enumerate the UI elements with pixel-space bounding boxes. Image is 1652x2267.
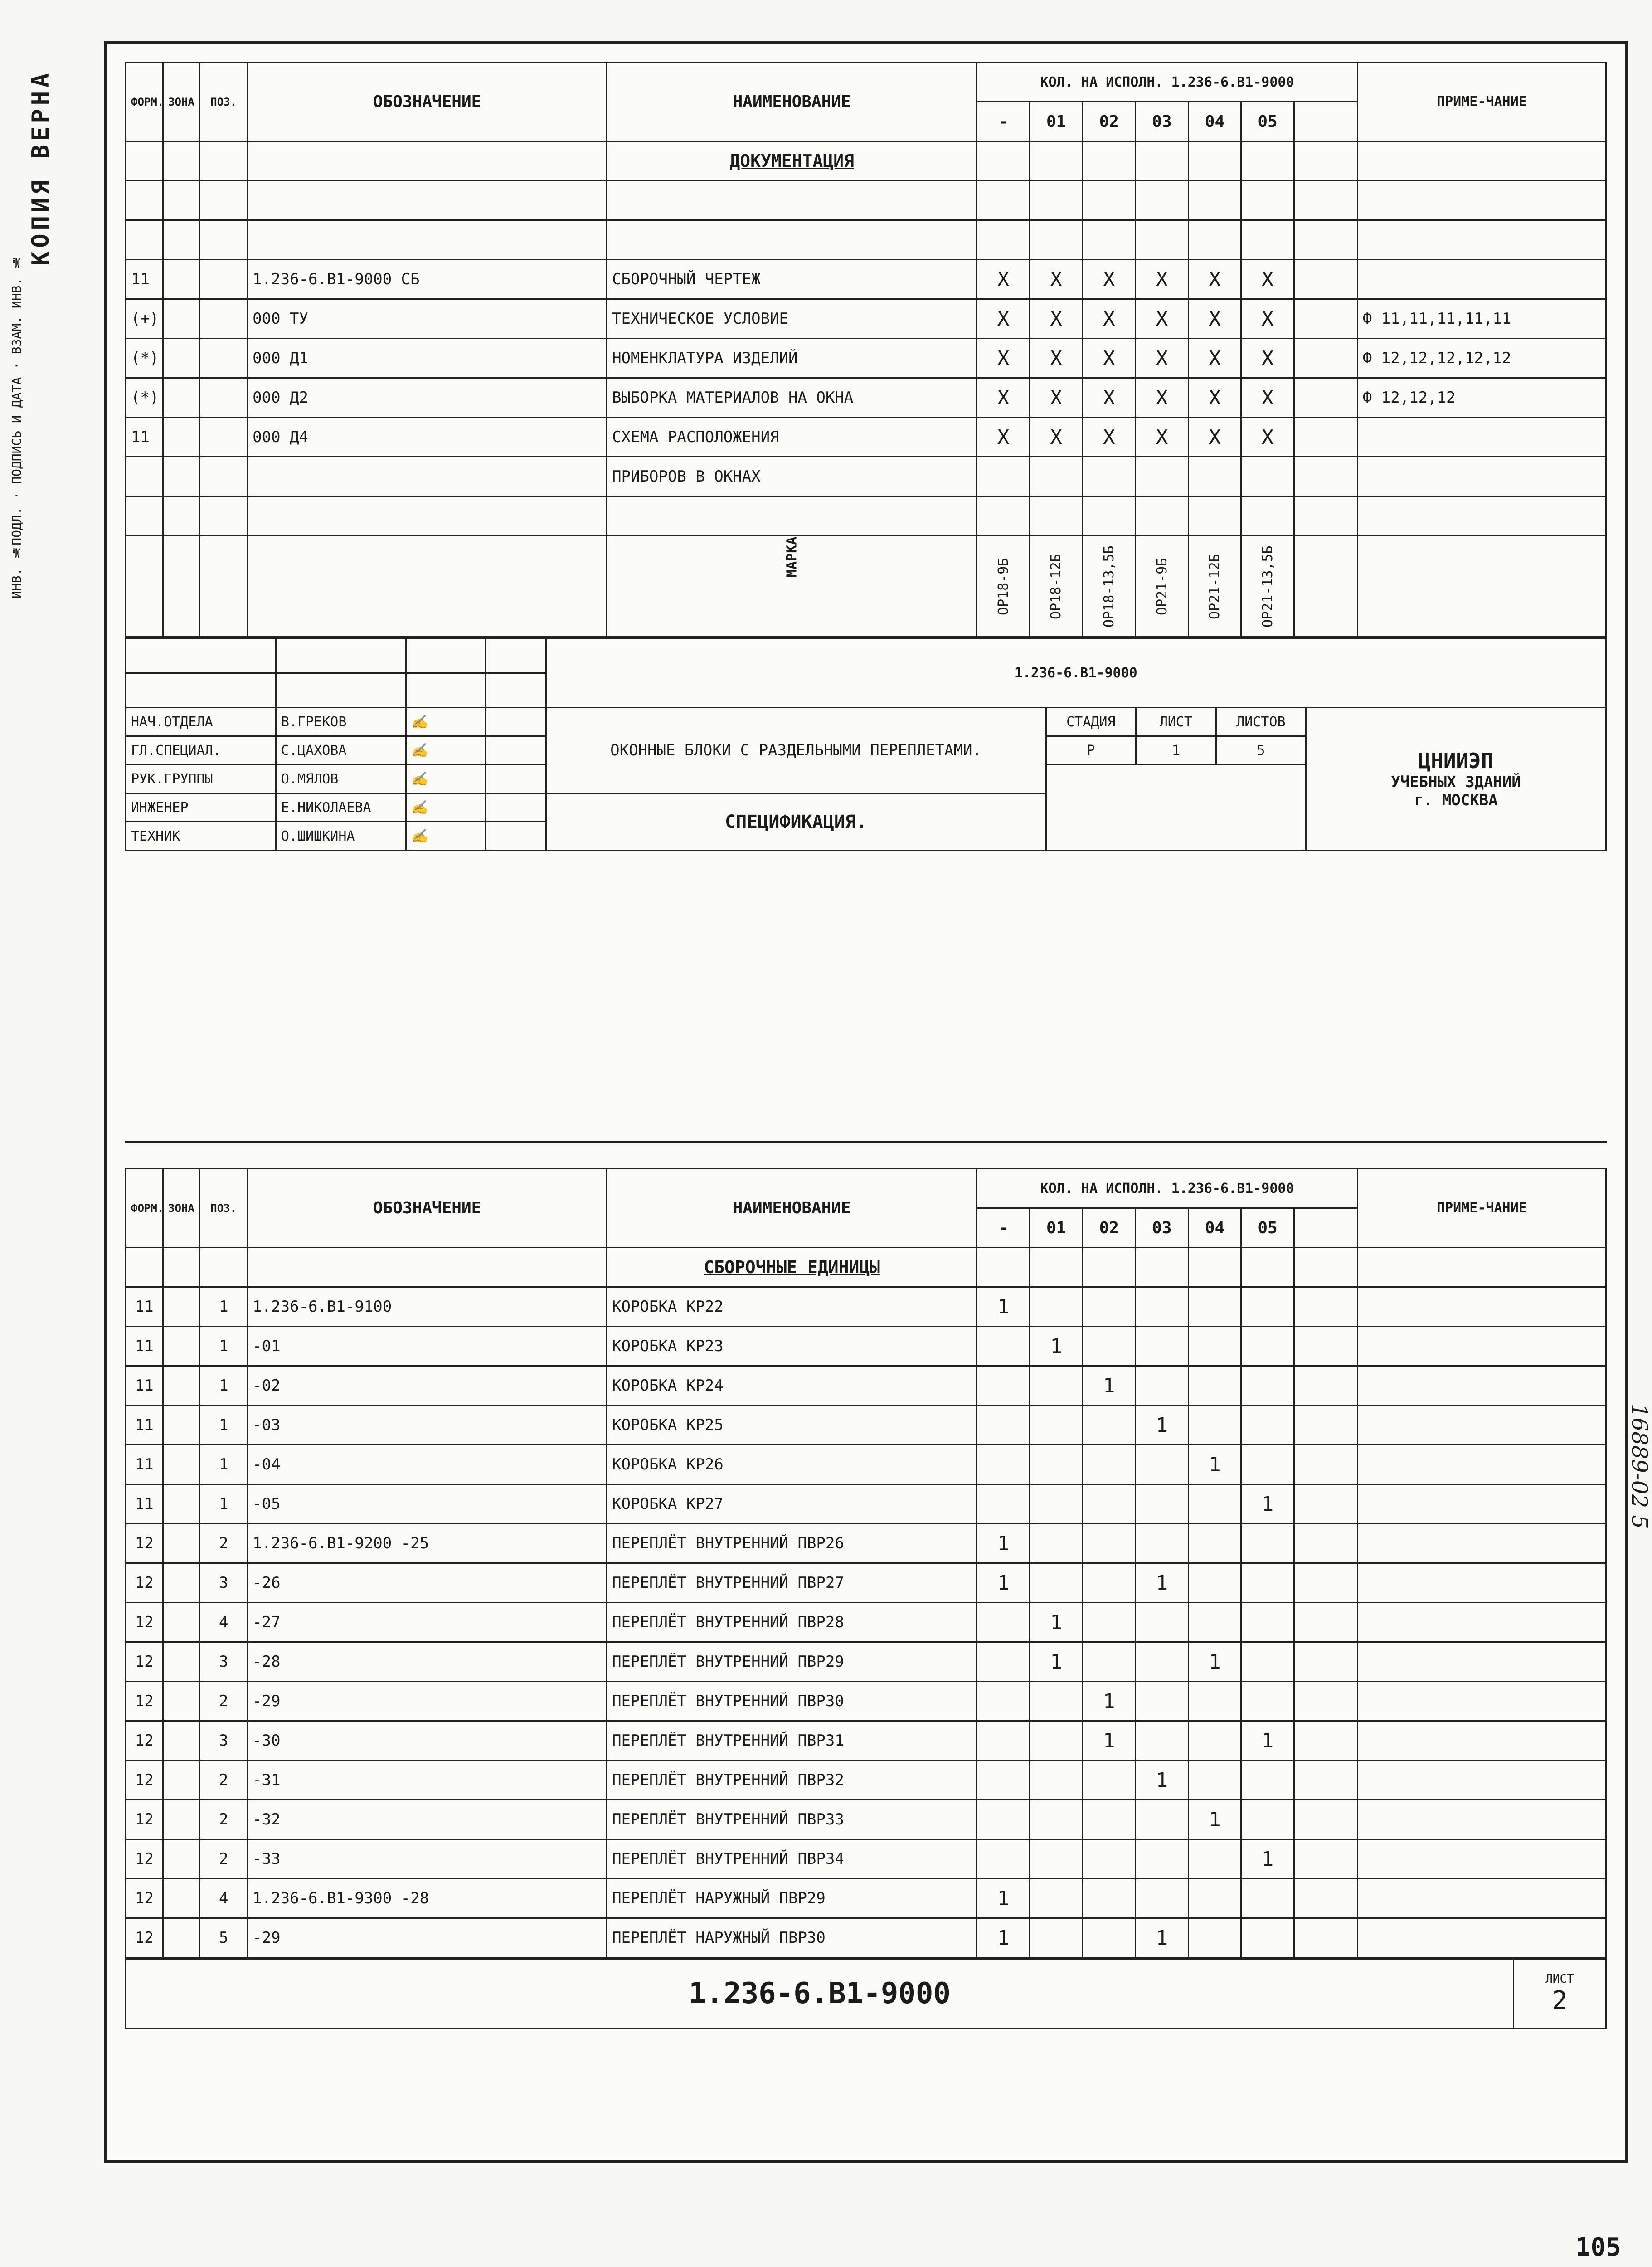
cell-name: ПЕРЕПЛЁТ ВНУТРЕННИЙ ПВР34 — [607, 1839, 977, 1879]
cell-name: КОРОБКА КР22 — [607, 1287, 977, 1327]
cell-name: КОРОБКА КР23 — [607, 1327, 977, 1366]
cell-name: ПЕРЕПЛЁТ ВНУТРЕННИЙ ПВР27 — [607, 1563, 977, 1603]
mark-cell: ОР21-9Б — [1136, 536, 1189, 637]
cell-qty — [1136, 1524, 1189, 1563]
cell-note — [1357, 1563, 1606, 1603]
cell-qty — [1188, 1327, 1241, 1366]
cell-qty — [977, 1603, 1030, 1642]
cell-qty: 1 — [1136, 1761, 1189, 1800]
mark-cell: ОР18-13,5Б — [1083, 536, 1136, 637]
cell-qty — [1030, 1406, 1083, 1445]
replace-inv-label: ВЗАМ. ИНВ. № — [9, 255, 24, 355]
cell-designation: -03 — [248, 1406, 607, 1445]
cell-qty — [1241, 1406, 1294, 1445]
cell-qty — [1030, 1918, 1083, 1958]
cell-designation: -04 — [248, 1445, 607, 1484]
cell-form: 11 — [126, 1484, 163, 1524]
cell-qty — [1136, 1721, 1189, 1761]
cell-name: ПЕРЕПЛЁТ ВНУТРЕННИЙ ПВР32 — [607, 1761, 977, 1800]
table-row: (+) 000 ТУ ТЕХНИЧЕСКОЕ УСЛОВИЕ X X X X X X Ф 11,11,11,11,11 — [126, 299, 1606, 339]
inventory-side-strip: ИНВ. №ПОДЛ. · ПОДПИСЬ И ДАТА · ВЗАМ. ИНВ. № — [9, 255, 24, 598]
cell-qty: 1 — [1136, 1918, 1189, 1958]
cell-name: КОРОБКА КР27 — [607, 1484, 977, 1524]
inv-label: ИНВ. №ПОДЛ. — [9, 507, 24, 598]
cell-qty — [1083, 1603, 1136, 1642]
cell-form: 12 — [126, 1524, 163, 1563]
title-block — [125, 637, 1607, 851]
footer-sheet-box: ЛИСТ 2 — [1513, 1959, 1606, 2029]
cell-qty: 1 — [1188, 1800, 1241, 1839]
cell-qty — [1030, 1366, 1083, 1406]
cell-note — [1357, 1287, 1606, 1327]
cell-pos: 2 — [200, 1839, 248, 1879]
cell-qty — [1136, 1682, 1189, 1721]
cell-designation: -32 — [248, 1800, 607, 1839]
handwritten-note: 16889-02 5 — [1627, 1404, 1652, 1529]
table-row: (*) 000 Д1 НОМЕНКЛАТУРА ИЗДЕЛИЙ X X X X X X Ф 12,12,12,12,12 — [126, 339, 1606, 378]
spec2-table — [125, 1168, 1607, 1958]
qty-col-05: 05 — [1241, 102, 1294, 141]
cell-designation: -29 — [248, 1682, 607, 1721]
table-row — [126, 1445, 1606, 1484]
marks-row — [126, 536, 1606, 637]
page-number: 105 — [1575, 2233, 1621, 2262]
cell-note — [1357, 1839, 1606, 1879]
cell-pos: 1 — [200, 1445, 248, 1484]
table-row — [126, 1721, 1606, 1761]
cell-pos: 3 — [200, 1563, 248, 1603]
cell-name: КОРОБКА КР25 — [607, 1406, 977, 1445]
col-note: ПРИМЕ-ЧАНИЕ — [1357, 63, 1606, 141]
cell-zone — [163, 1524, 200, 1563]
cell-qty — [977, 1484, 1030, 1524]
cell-qty — [1030, 1839, 1083, 1879]
title-code-row — [126, 638, 1606, 673]
cell-qty — [1136, 1327, 1189, 1366]
cell-zone — [163, 1603, 200, 1642]
cell-qty: 1 — [977, 1563, 1030, 1603]
cell-designation: -29 — [248, 1918, 607, 1958]
cell-qty — [1030, 1524, 1083, 1563]
cell-qty — [1241, 1761, 1294, 1800]
cell-qty — [1083, 1800, 1136, 1839]
table-row — [126, 1287, 1606, 1327]
cell-qty — [1188, 1287, 1241, 1327]
cell-form: 12 — [126, 1800, 163, 1839]
cell-note — [1357, 1366, 1606, 1406]
cell-zone — [163, 1761, 200, 1800]
cell-qty — [977, 1445, 1030, 1484]
cell-qty — [977, 1366, 1030, 1406]
cell-zone — [163, 1721, 200, 1761]
cell-qty: 1 — [1241, 1721, 1294, 1761]
table-row — [126, 1642, 1606, 1682]
cell-designation: 1.236-6.В1-9300 -28 — [248, 1879, 607, 1918]
cell-qty — [1188, 1839, 1241, 1879]
cell-form: 11 — [126, 1327, 163, 1366]
cell-zone — [163, 1445, 200, 1484]
cell-qty — [1188, 1879, 1241, 1918]
cell-qty: 1 — [1241, 1484, 1294, 1524]
cell-qty: 1 — [1188, 1445, 1241, 1484]
cell-designation: -33 — [248, 1839, 607, 1879]
cell-pos: 3 — [200, 1642, 248, 1682]
section-title-assembly: СБОРОЧНЫЕ ЕДИНИЦЫ — [607, 1248, 977, 1287]
cell-designation: -30 — [248, 1721, 607, 1761]
cell-qty — [1083, 1327, 1136, 1366]
organization: ЦНИИЭП УЧЕБНЫХ ЗДАНИЙ г. МОСКВА — [1306, 708, 1606, 851]
cell-qty — [1241, 1682, 1294, 1721]
title-person-row: РУК.ГРУППЫ О.МЯЛОВ ✍ — [126, 765, 1606, 793]
cell-form: 11 — [126, 1287, 163, 1327]
cell-qty — [1083, 1918, 1136, 1958]
cell-zone — [163, 1839, 200, 1879]
cell-form: 11 — [126, 1406, 163, 1445]
table-row — [126, 496, 1606, 536]
cell-form: 12 — [126, 1642, 163, 1682]
cell-qty — [1083, 1406, 1136, 1445]
cell-qty — [1083, 1879, 1136, 1918]
table-row — [126, 220, 1606, 260]
cell-note — [1357, 1406, 1606, 1445]
cell-qty — [1030, 1721, 1083, 1761]
cell-designation: -01 — [248, 1327, 607, 1366]
spec1-table — [125, 62, 1607, 637]
cell-designation: -26 — [248, 1563, 607, 1603]
cell-pos: 1 — [200, 1484, 248, 1524]
cell-pos: 1 — [200, 1287, 248, 1327]
cell-zone — [163, 1682, 200, 1721]
cell-form: 12 — [126, 1603, 163, 1642]
cell-qty — [1188, 1761, 1241, 1800]
cell-qty — [1083, 1484, 1136, 1524]
cell-form: 12 — [126, 1721, 163, 1761]
cell-zone — [163, 1918, 200, 1958]
cell-qty: 1 — [1136, 1406, 1189, 1445]
qty-col-03: 03 — [1136, 102, 1189, 141]
cell-qty — [1241, 1563, 1294, 1603]
signature-icon: ✍ — [406, 708, 486, 736]
signature-icon: ✍ — [406, 736, 486, 765]
qty-col-04: 04 — [1188, 102, 1241, 141]
cell-qty — [1030, 1445, 1083, 1484]
sheet-divider — [125, 1141, 1607, 1143]
cell-form: 12 — [126, 1761, 163, 1800]
section-title-docs: ДОКУМЕНТАЦИЯ — [607, 141, 977, 181]
cell-qty: 1 — [1136, 1563, 1189, 1603]
cell-qty — [1241, 1918, 1294, 1958]
cell-note — [1357, 1603, 1606, 1642]
col-pos: ПОЗ. — [200, 63, 248, 141]
cell-qty: 1 — [1083, 1366, 1136, 1406]
cell-qty — [1136, 1484, 1189, 1524]
mark-cell: ОР21-12Б — [1188, 536, 1241, 637]
cell-name: ПЕРЕПЛЁТ ВНУТРЕННИЙ ПВР31 — [607, 1721, 977, 1761]
spec2-section-row — [126, 1248, 1606, 1287]
cell-note — [1357, 1918, 1606, 1958]
cell-qty — [1030, 1563, 1083, 1603]
table-row: ПРИБОРОВ В ОКНАХ — [126, 457, 1606, 496]
cell-qty — [1188, 1682, 1241, 1721]
table-row — [126, 1327, 1606, 1366]
cell-qty — [1241, 1800, 1294, 1839]
cell-pos: 1 — [200, 1327, 248, 1366]
cell-qty — [1188, 1721, 1241, 1761]
cell-qty — [1188, 1603, 1241, 1642]
cell-qty — [1241, 1287, 1294, 1327]
title-person-row: ИНЖЕНЕР Е.НИКОЛАЕВА ✍ СПЕЦИФИКАЦИЯ. — [126, 793, 1606, 822]
cell-qty — [1136, 1366, 1189, 1406]
cell-qty — [977, 1642, 1030, 1682]
sign-date-label: ПОДПИСЬ И ДАТА — [9, 377, 24, 484]
spec2-body — [126, 1287, 1606, 1958]
cell-qty — [1136, 1879, 1189, 1918]
cell-qty — [1030, 1800, 1083, 1839]
cell-designation: -31 — [248, 1761, 607, 1800]
cell-note — [1357, 1682, 1606, 1721]
cell-note — [1357, 1484, 1606, 1524]
cell-pos: 4 — [200, 1879, 248, 1918]
cell-qty — [1136, 1287, 1189, 1327]
cell-designation: -28 — [248, 1642, 607, 1682]
cell-note — [1357, 1327, 1606, 1366]
spec1-block — [125, 62, 1607, 851]
cell-qty — [1083, 1761, 1136, 1800]
cell-qty — [1030, 1287, 1083, 1327]
cell-qty — [1241, 1327, 1294, 1366]
table-row — [126, 1839, 1606, 1879]
cell-note — [1357, 1642, 1606, 1682]
cell-note — [1357, 1445, 1606, 1484]
spec1-header-row — [126, 63, 1606, 102]
cell-form: 12 — [126, 1918, 163, 1958]
cell-qty — [1188, 1563, 1241, 1603]
document-subtitle: СПЕЦИФИКАЦИЯ. — [546, 793, 1046, 851]
mark-cell: ОР18-9Б — [977, 536, 1030, 637]
cell-form: 11 — [126, 1445, 163, 1484]
cell-qty — [1083, 1524, 1136, 1563]
cell-qty — [977, 1800, 1030, 1839]
table-row — [126, 181, 1606, 220]
col-form: ФОРМ. — [126, 63, 163, 141]
cell-qty: 1 — [1030, 1603, 1083, 1642]
cell-pos: 1 — [200, 1366, 248, 1406]
cell-pos: 3 — [200, 1721, 248, 1761]
cell-designation: -05 — [248, 1484, 607, 1524]
qty-col-base: - — [977, 102, 1030, 141]
table-row — [126, 1879, 1606, 1918]
signature-icon: ✍ — [406, 765, 486, 793]
cell-qty — [1188, 1366, 1241, 1406]
marks-label: МАРКА — [607, 536, 977, 637]
cell-name: ПЕРЕПЛЁТ ВНУТРЕННИЙ ПВР28 — [607, 1603, 977, 1642]
cell-qty — [1188, 1406, 1241, 1445]
cell-qty — [977, 1839, 1030, 1879]
cell-qty — [1083, 1563, 1136, 1603]
cell-qty — [1136, 1603, 1189, 1642]
cell-zone — [163, 1484, 200, 1524]
table-row — [126, 1761, 1606, 1800]
title-person-row: ТЕХНИК О.ШИШКИНА ✍ — [126, 822, 1606, 851]
cell-qty: 1 — [1030, 1642, 1083, 1682]
cell-qty — [977, 1406, 1030, 1445]
cell-qty — [1136, 1445, 1189, 1484]
col-zone: ЗОНА — [163, 63, 200, 141]
mark-cell: ОР18-12Б — [1030, 536, 1083, 637]
cell-designation: 1.236-6.В1-9200 -25 — [248, 1524, 607, 1563]
table-row: 11 000 Д4 СХЕМА РАСПОЛОЖЕНИЯ X X X X X X — [126, 418, 1606, 457]
cell-pos: 1 — [200, 1406, 248, 1445]
col-qty-title: КОЛ. НА ИСПОЛН. 1.236-6.В1-9000 — [977, 63, 1358, 102]
cell-zone — [163, 1642, 200, 1682]
cell-qty — [1241, 1879, 1294, 1918]
cell-note — [1357, 1761, 1606, 1800]
cell-qty: 1 — [1083, 1682, 1136, 1721]
table-row — [126, 1800, 1606, 1839]
col-designation: ОБОЗНАЧЕНИЕ — [248, 63, 607, 141]
cell-qty — [1188, 1918, 1241, 1958]
cell-qty: 1 — [1083, 1721, 1136, 1761]
cell-qty — [1083, 1287, 1136, 1327]
cell-form: 12 — [126, 1879, 163, 1918]
cell-pos: 5 — [200, 1918, 248, 1958]
cell-qty: 1 — [977, 1879, 1030, 1918]
cell-zone — [163, 1800, 200, 1839]
cell-qty: 1 — [977, 1918, 1030, 1958]
table-row — [126, 1682, 1606, 1721]
table-row — [126, 1603, 1606, 1642]
table-row: (*) 000 Д2 ВЫБОРКА МАТЕРИАЛОВ НА ОКНА X X X X X X Ф 12,12,12 — [126, 378, 1606, 418]
cell-name: КОРОБКА КР24 — [607, 1366, 977, 1406]
cell-note — [1357, 1524, 1606, 1563]
table-row: 11 1.236-6.В1-9000 СБ СБОРОЧНЫЙ ЧЕРТЕЖ X X X X X X — [126, 260, 1606, 299]
cell-qty — [1136, 1642, 1189, 1682]
cell-qty — [977, 1682, 1030, 1721]
signature-icon: ✍ — [406, 793, 486, 822]
spec2-footer — [125, 1958, 1607, 2029]
cell-zone — [163, 1563, 200, 1603]
cell-qty — [1241, 1366, 1294, 1406]
table-row — [126, 1563, 1606, 1603]
cell-note — [1357, 1879, 1606, 1918]
cell-name: ПЕРЕПЛЁТ НАРУЖНЫЙ ПВР29 — [607, 1879, 977, 1918]
cell-qty — [1083, 1445, 1136, 1484]
cell-zone — [163, 1287, 200, 1327]
signature-icon: ✍ — [406, 822, 486, 851]
spec2-header-row: ФОРМ. ЗОНА ПОЗ. ОБОЗНАЧЕНИЕ НАИМЕНОВАНИЕ КОЛ. НА ИСПОЛН. 1.236-6.В1-9000 ПРИМЕ-ЧАНИЕ — [126, 1169, 1606, 1208]
qty-col-01: 01 — [1030, 102, 1083, 141]
cell-qty — [1083, 1839, 1136, 1879]
table-row — [126, 1366, 1606, 1406]
footer-code: 1.236-6.В1-9000 — [126, 1959, 1514, 2029]
spec2-block — [125, 1168, 1607, 2029]
cell-name: ПЕРЕПЛЁТ ВНУТРЕННИЙ ПВР30 — [607, 1682, 977, 1721]
title-person-row: НАЧ.ОТДЕЛА В.ГРЕКОВ ✍ ОКОННЫЕ БЛОКИ С РАЗДЕЛЬНЫМИ ПЕРЕПЛЕТАМИ. СТАДИЯ ЛИСТ ЛИСТОВ ЦНИИЭП УЧЕБНЫХ ЗДАНИЙ г. МОСКВА — [126, 708, 1606, 736]
table-row — [126, 1406, 1606, 1445]
spec2-qty-header-row: - 01 02 03 04 05 — [126, 1208, 1606, 1248]
cell-pos: 2 — [200, 1761, 248, 1800]
cell-name: ПЕРЕПЛЁТ ВНУТРЕННИЙ ПВР29 — [607, 1642, 977, 1682]
cell-qty — [1188, 1524, 1241, 1563]
cell-qty: 1 — [1241, 1839, 1294, 1879]
cell-name: ПЕРЕПЛЁТ ВНУТРЕННИЙ ПВР33 — [607, 1800, 977, 1839]
table-row — [126, 1918, 1606, 1958]
cell-qty — [1136, 1800, 1189, 1839]
cell-qty — [1241, 1642, 1294, 1682]
cell-note — [1357, 1721, 1606, 1761]
cell-qty — [977, 1761, 1030, 1800]
cell-qty — [1241, 1445, 1294, 1484]
cell-qty: 1 — [1030, 1327, 1083, 1366]
cell-qty — [1030, 1761, 1083, 1800]
document-sheet — [104, 41, 1652, 2163]
table-row — [126, 1484, 1606, 1524]
cell-name: ПЕРЕПЛЁТ НАРУЖНЫЙ ПВР30 — [607, 1918, 977, 1958]
cell-qty — [1241, 1603, 1294, 1642]
cell-qty — [977, 1327, 1030, 1366]
cell-zone — [163, 1366, 200, 1406]
qty-col-blank — [1294, 102, 1357, 141]
mark-cell: ОР21-13,5Б — [1241, 536, 1294, 637]
cell-designation: -02 — [248, 1366, 607, 1406]
spec1-section-row — [126, 141, 1606, 181]
cell-note — [1357, 1800, 1606, 1839]
cell-pos: 4 — [200, 1603, 248, 1642]
qty-col-02: 02 — [1083, 102, 1136, 141]
cell-qty: 1 — [1188, 1642, 1241, 1682]
document-code: 1.236-6.В1-9000 — [546, 638, 1606, 708]
cell-pos: 2 — [200, 1682, 248, 1721]
cell-qty — [1083, 1642, 1136, 1682]
document-title: ОКОННЫЕ БЛОКИ С РАЗДЕЛЬНЫМИ ПЕРЕПЛЕТАМИ. — [546, 708, 1046, 793]
cell-zone — [163, 1406, 200, 1445]
col-name: НАИМЕНОВАНИЕ — [607, 63, 977, 141]
cell-designation: 1.236-6.В1-9100 — [248, 1287, 607, 1327]
cell-qty — [1188, 1484, 1241, 1524]
cell-pos: 2 — [200, 1800, 248, 1839]
cell-qty — [1136, 1839, 1189, 1879]
cell-qty — [1030, 1879, 1083, 1918]
cell-qty — [977, 1721, 1030, 1761]
cell-qty — [1030, 1682, 1083, 1721]
cell-name: ПЕРЕПЛЁТ ВНУТРЕННИЙ ПВР26 — [607, 1524, 977, 1563]
cell-pos: 2 — [200, 1524, 248, 1563]
cell-form: 11 — [126, 1366, 163, 1406]
copy-stamp: КОПИЯ ВЕРНА — [27, 69, 54, 266]
cell-name: КОРОБКА КР26 — [607, 1445, 977, 1484]
cell-qty: 1 — [977, 1287, 1030, 1327]
cell-designation: -27 — [248, 1603, 607, 1642]
cell-form: 12 — [126, 1682, 163, 1721]
cell-zone — [163, 1879, 200, 1918]
cell-zone — [163, 1327, 200, 1366]
cell-qty — [1030, 1484, 1083, 1524]
title-person-row: ГЛ.СПЕЦИАЛ. С.ЦАХОВА ✍ Р 1 5 — [126, 736, 1606, 765]
table-row — [126, 1524, 1606, 1563]
cell-qty: 1 — [977, 1524, 1030, 1563]
cell-form: 12 — [126, 1839, 163, 1879]
cell-qty — [1241, 1524, 1294, 1563]
cell-form: 12 — [126, 1563, 163, 1603]
